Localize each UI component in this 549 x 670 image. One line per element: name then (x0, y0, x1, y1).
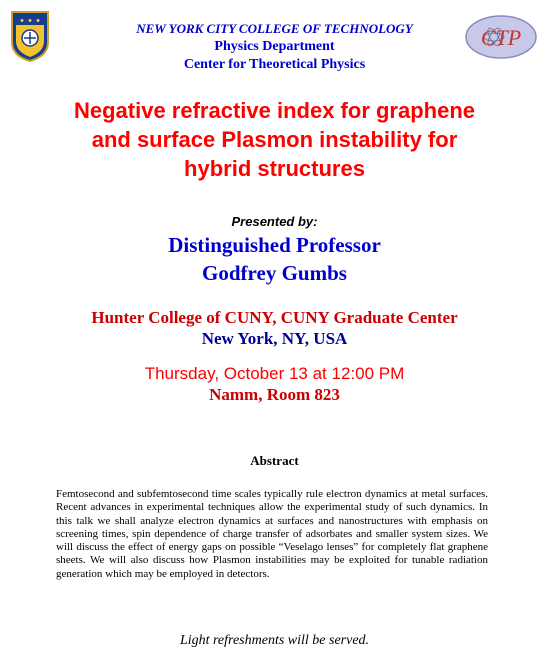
abstract-body: Femtosecond and subfemtosecond time scales typically rule electron dynamics at metal surfaces. Recent advances in experimental techniques allow the experimental study of such dynamics. In this talk we shall analyze electron dynamics at surfaces and nanostructures with emphasis on screening times, spin dependence of charge transfer of adsorbates and smaller system sizes. We will discuss the effect of energy gaps on possible “Veselago lenses” for completely flat graphene sheets. We will also discuss how Plasmon instabilities may be exploited for tunable radiation generation which may be employed in detectors. (56, 488, 488, 580)
svg-text:CTP: CTP (480, 25, 522, 50)
speaker-name: Godfrey Gumbs (202, 261, 347, 285)
institution-name: NEW YORK CITY COLLEGE OF TECHNOLOGY (136, 21, 413, 36)
department-name: Physics Department (214, 39, 335, 54)
event-room: Namm, Room 823 (209, 385, 340, 404)
abstract-heading: Abstract (250, 453, 299, 468)
refreshments-note: Light refreshments will be served. (179, 633, 370, 648)
center-name: Center for Theoretical Physics (183, 57, 366, 72)
talk-title: Negative refractive index for graphene and surface Plasmon instability for hybrid structures (73, 98, 476, 181)
speaker-location: New York, NY, USA (201, 329, 348, 348)
presented-by-label: Presented by: (231, 214, 318, 229)
speaker-affiliation: Hunter College of CUNY, CUNY Graduate Center (91, 308, 458, 327)
event-datetime: Thursday, October 13 at 12:00 PM (144, 364, 405, 383)
speaker-title: Distinguished Professor (168, 233, 381, 257)
